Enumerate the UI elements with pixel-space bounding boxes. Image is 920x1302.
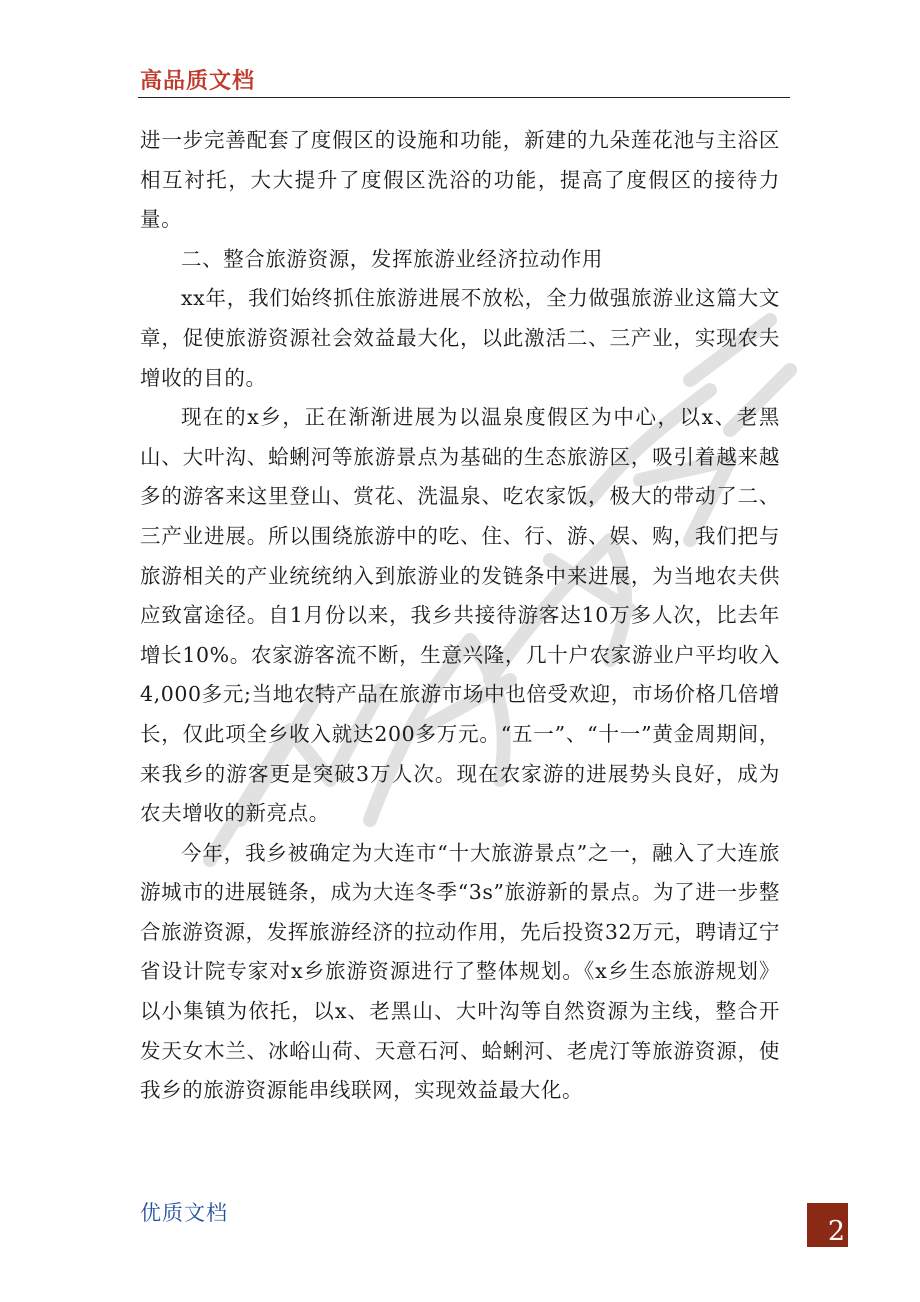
paragraph: 今年，我乡被确定为大连市“十大旅游景点”之一，融入了大连旅游城市的进展链条，成为大连冬季“3s”旅游新的景点。为了进一步整合旅游资源，发挥旅游经济的拉动作用，先后投资32万元，聘请辽宁省设计院专家对x乡旅游资源进行了整体规划。《x乡生态旅游规划》以小集镇为依托，以x、老黑山、大叶沟等自然资源为主线，整合开发天女木兰、冰峪山荷、天意石河、蛤蜊河、老虎汀等旅游资源，使我乡的旅游资源能串线联网，实现效益最大化。 (140, 840, 780, 1103)
page-number-badge: 2 (807, 1203, 848, 1247)
footer-title: 优质文档 (140, 1201, 228, 1225)
document-body (140, 121, 780, 1111)
paragraph-continuation: 进一步完善配套了度假区的设施和功能，新建的九朵莲花池与主浴区相互衬托，大大提升了度假区洗浴的功能，提高了度假区的接待力量。 (140, 128, 780, 232)
header-divider (138, 97, 790, 98)
paragraph: xx年，我们始终抓住旅游进展不放松，全力做强旅游业这篇大文章，促使旅游资源社会效益最大化，以此激活二、三产业，实现农夫增收的目的。 (140, 286, 780, 390)
section-heading: 二、整合旅游资源，发挥旅游业经济拉动作用 (181, 246, 603, 271)
paragraph: 现在的x乡，正在渐渐进展为以温泉度假区为中心，以x、老黑山、大叶沟、蛤蜊河等旅游景点为基础的生态旅游区，吸引着越来越多的游客来这里登山、赏花、洗温泉、吃农家饭，极大的带动了二、三产业进展。所以围绕旅游中的吃、住、行、游、娱、购，我们把与旅游相关的产业统统纳入到旅游业的发链条中来进展，为当地农夫供应致富途径。自1月份以来，我乡共接待游客达10万多人次，比去年增长10%。农家游客流不断，生意兴隆，几十户农家游业户平均收入4,000多元;当地农特产品在旅游市场中也倍受欢迎，市场价格几倍增长，仅此项全乡收入就达200多万元。“五一”、“十一”黄金周期间，来我乡的游客更是突破3万人次。现在农家游的进展势头良好，成为农夫增收的新亮点。 (140, 405, 780, 826)
header-title: 高品质文档 (140, 69, 256, 94)
